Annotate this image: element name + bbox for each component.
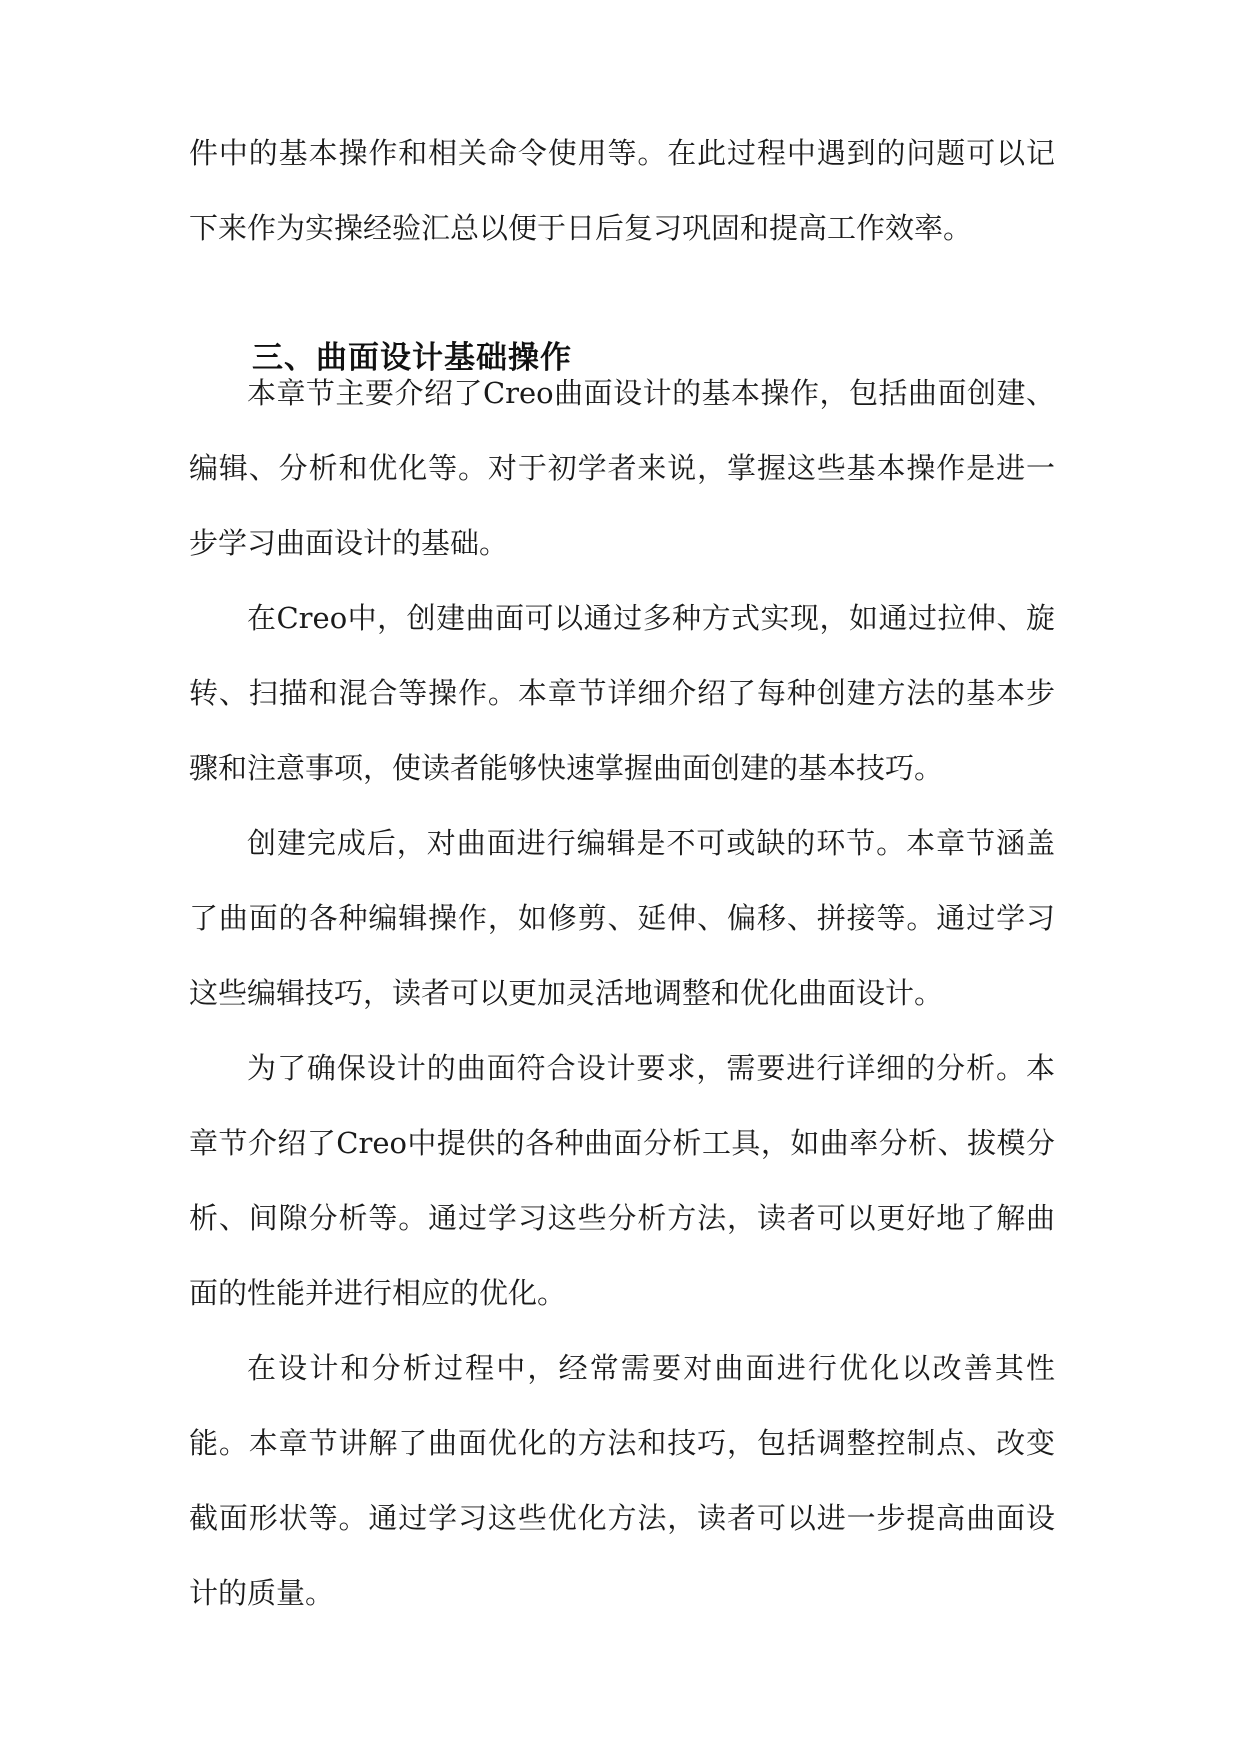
section-heading: 三、曲面设计基础操作 [252,340,572,376]
continuation-paragraph-block [189,116,1055,266]
paragraph-analysis: 为了确保设计的曲面符合设计要求，需要进行详细的分析。本章节介绍了Creo中提供的各种曲面分析工具，如曲率分析、拔模分析、间隙分析等。通过学习这些分析方法，读者可以更好地了解曲面的性能并进行相应的优化。 [189,1051,1055,1310]
body-text [189,356,1055,1631]
paragraph-intro: 本章节主要介绍了Creo曲面设计的基本操作，包括曲面创建、编辑、分析和优化等。对于初学者来说，掌握这些基本操作是进一步学习曲面设计的基础。 [189,376,1055,560]
continuation-paragraph: 件中的基本操作和相关命令使用等。在此过程中遇到的问题可以记下来作为实操经验汇总以便于日后复习巩固和提高工作效率。 [189,136,1055,245]
paragraph-optimization: 在设计和分析过程中，经常需要对曲面进行优化以改善其性能。本章节讲解了曲面优化的方法和技巧，包括调整控制点、改变截面形状等。通过学习这些优化方法，读者可以进一步提高曲面设计的质量。 [189,1351,1055,1610]
paragraph-creation: 在Creo中，创建曲面可以通过多种方式实现，如通过拉伸、旋转、扫描和混合等操作。本章节详细介绍了每种创建方法的基本步骤和注意事项，使读者能够快速掌握曲面创建的基本技巧。 [189,601,1055,785]
paragraph-editing: 创建完成后，对曲面进行编辑是不可或缺的环节。本章节涵盖了曲面的各种编辑操作，如修剪、延伸、偏移、拼接等。通过学习这些编辑技巧，读者可以更加灵活地调整和优化曲面设计。 [189,826,1055,1010]
